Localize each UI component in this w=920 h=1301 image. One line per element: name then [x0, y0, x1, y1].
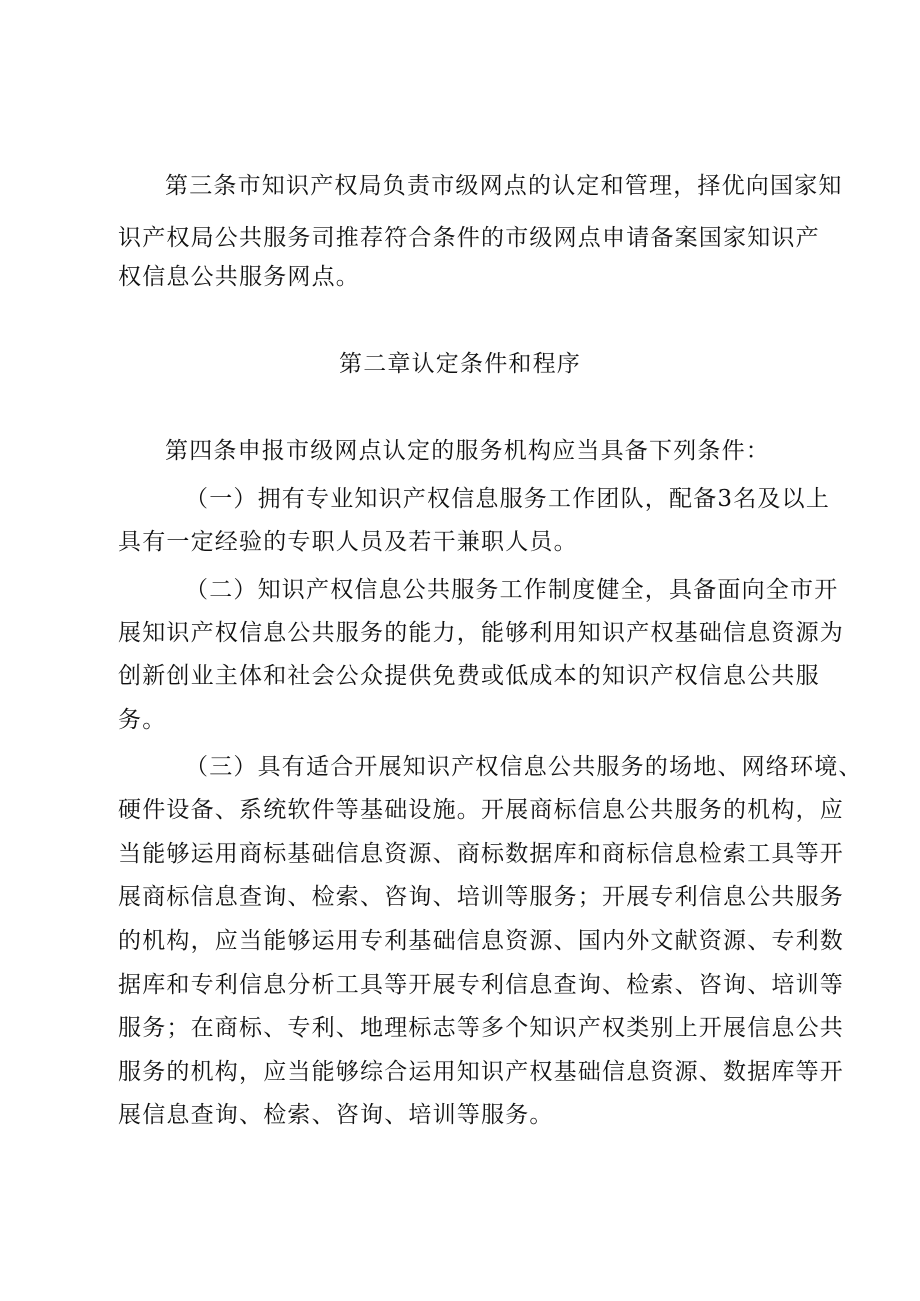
item3-line-1: （三）具有适合开展知识产权信息公共服务的场地、网络环境、 [185, 754, 863, 780]
article4-intro: 第四条申报市级网点认定的服务机构应当具备下列条件： [165, 438, 770, 464]
chapter-heading: 第二章认定条件和程序 [339, 351, 581, 377]
item2-line-4: 务。 [118, 707, 167, 733]
article3-line-3: 权信息公共服务网点。 [118, 264, 360, 290]
item2-line-2: 展知识产权信息公共服务的能力，能够利用知识产权基础信息资源为 [118, 620, 844, 646]
article3-line-2: 识产权局公共服务司推荐符合条件的市级网点申请备案国家知识产 [118, 225, 820, 251]
item2-line-3: 创新创业主体和社会公众提供免费或低成本的知识产权信息公共服 [118, 663, 820, 689]
item3-line-2: 硬件设备、系统软件等基础设施。开展商标信息公共服务的机构，应 [118, 797, 844, 823]
item3-line-9: 展信息查询、检索、咨询、培训等服务。 [118, 1102, 554, 1128]
item3-line-5: 的机构，应当能够运用专利基础信息资源、国内外文献资源、专利数 [118, 928, 844, 954]
item3-line-6: 据库和专利信息分析工具等开展专利信息查询、检索、咨询、培训等 [118, 972, 844, 998]
item1-line-2: 具有一定经验的专职人员及若干兼职人员。 [118, 529, 578, 555]
item3-line-7: 服务；在商标、专利、地理标志等多个知识产权类别上开展信息公共 [118, 1015, 844, 1041]
item1-line-1: （一）拥有专业知识产权信息服务工作团队，配备3名及以上 [185, 486, 831, 512]
item3-line-3: 当能够运用商标基础信息资源、商标数据库和商标信息检索工具等开 [118, 841, 844, 867]
item3-line-4: 展商标信息查询、检索、咨询、培训等服务；开展专利信息公共服务 [118, 884, 844, 910]
article3-line-1: 第三条市知识产权局负责市级网点的认定和管理，择优向国家知 [165, 173, 843, 199]
item3-line-8: 服务的机构，应当能够综合运用知识产权基础信息资源、数据库等开 [118, 1059, 844, 1085]
item2-line-1: （二）知识产权信息公共服务工作制度健全，具备面向全市开 [185, 577, 839, 603]
